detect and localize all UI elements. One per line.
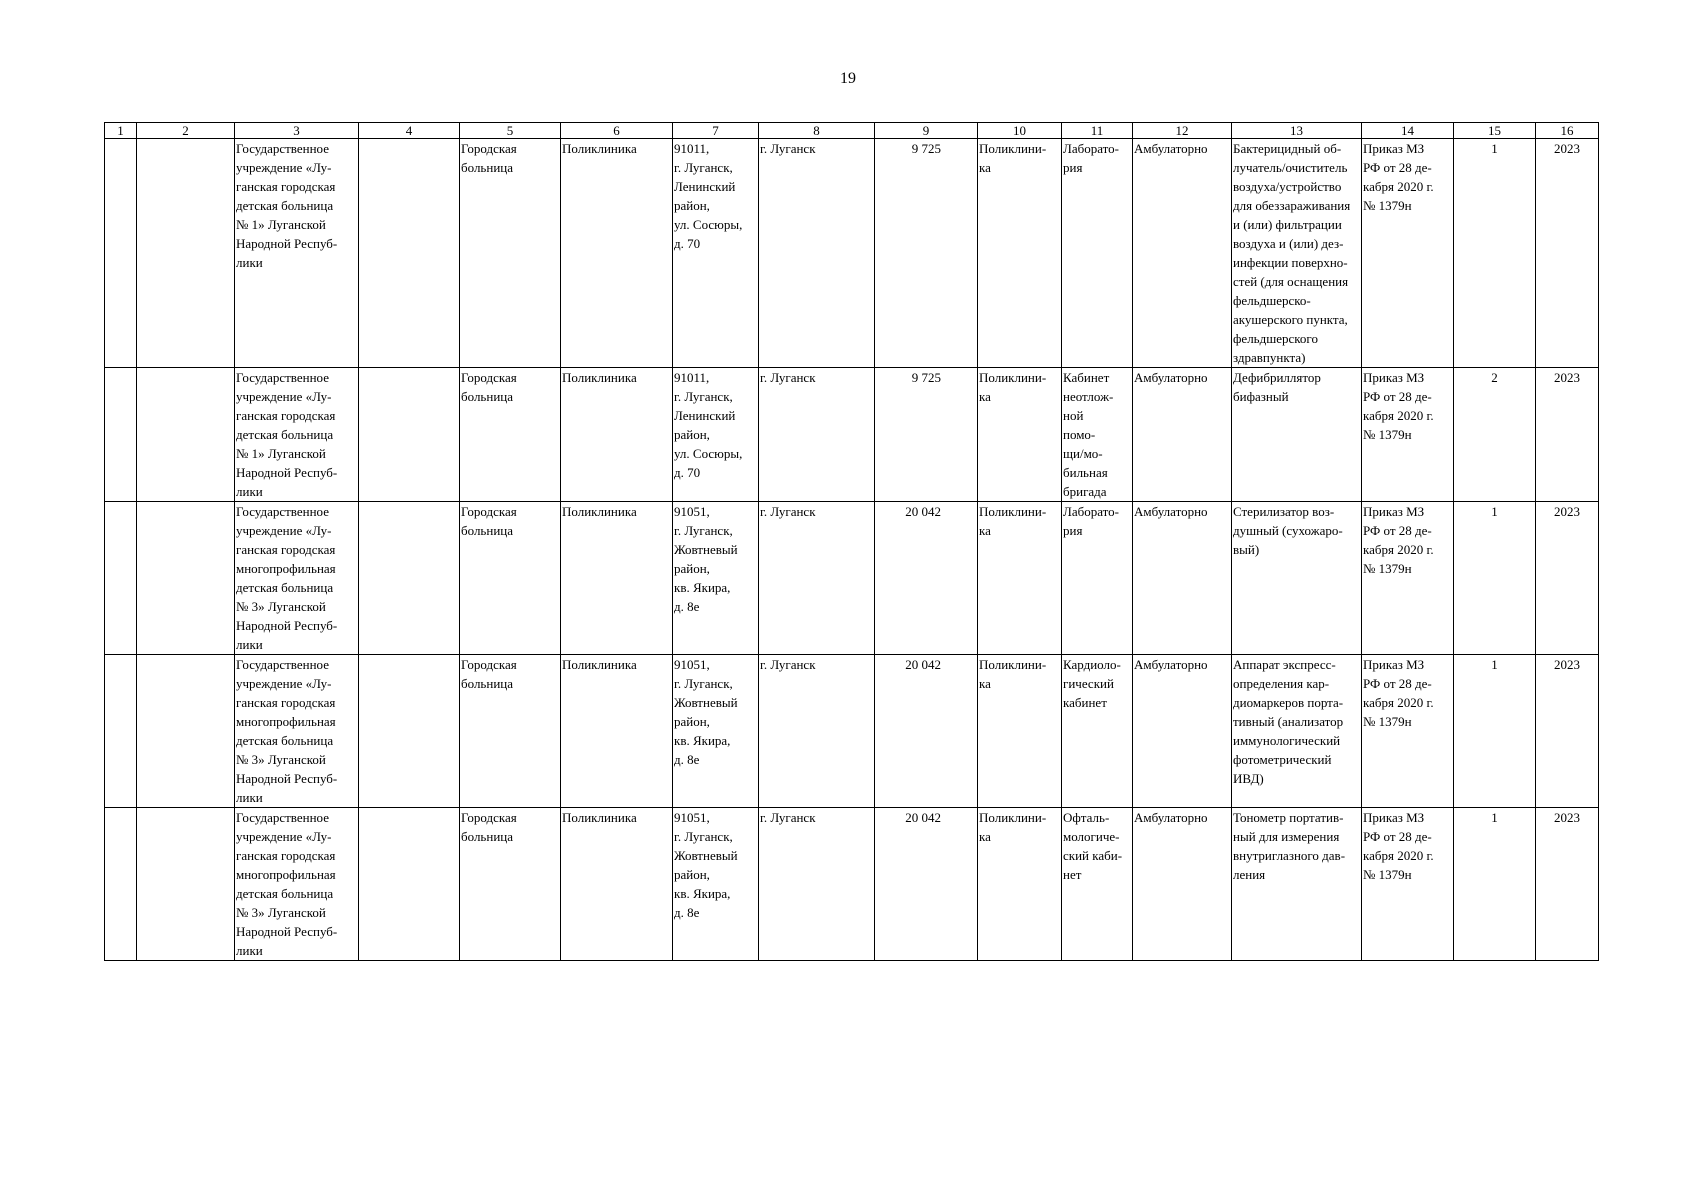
cell-count: 20 042 [875, 808, 978, 961]
cell-count: 20 042 [875, 502, 978, 655]
cell-count: 9 725 [875, 368, 978, 502]
cell-type: Городская больница [460, 368, 561, 502]
cell-address: 91011, г. Луганск, Ленинский район, ул. Сосюры, д. 70 [673, 368, 759, 502]
cell-col-2 [137, 808, 235, 961]
cell-equipment: Бактерицидный об- лучатель/очиститель воздуха/устройство для обеззараживания и (или) фильтрации воздуха и (или) дез- инфекции поверхно- стей (для оснащения фельдшерско- акушерского пункта, фельдшерского здравпункта) [1232, 139, 1362, 368]
cell-institution: Государственное учреждение «Лу- ганская городская многопрофильная детская больница № 3» Луганской Народной Респуб- лики [235, 808, 359, 961]
column-header: 4 [359, 123, 460, 139]
cell-col-2 [137, 502, 235, 655]
cell-city: г. Луганск [759, 655, 875, 808]
cell-quantity: 1 [1454, 655, 1536, 808]
column-header: 10 [978, 123, 1062, 139]
cell-col-4 [359, 655, 460, 808]
column-header: 13 [1232, 123, 1362, 139]
cell-care-mode: Амбулаторно [1133, 368, 1232, 502]
cell-department: Поликлини- ка [978, 808, 1062, 961]
header-row [105, 123, 1599, 139]
cell-room: Офталь- мологиче- ский каби- нет [1062, 808, 1133, 961]
table-row [105, 368, 1599, 502]
cell-unit: Поликлиника [561, 139, 673, 368]
column-header: 5 [460, 123, 561, 139]
cell-room: Кабинет неотлож- ной помо- щи/мо- бильная бригада [1062, 368, 1133, 502]
cell-quantity: 1 [1454, 139, 1536, 368]
cell-room: Лаборато- рия [1062, 502, 1133, 655]
cell-address: 91051, г. Луганск, Жовтневый район, кв. Якира, д. 8е [673, 502, 759, 655]
column-header: 16 [1536, 123, 1599, 139]
cell-care-mode: Амбулаторно [1133, 808, 1232, 961]
cell-type: Городская больница [460, 655, 561, 808]
cell-department: Поликлини- ка [978, 368, 1062, 502]
cell-order: Приказ МЗ РФ от 28 де- кабря 2020 г. № 1379н [1362, 368, 1454, 502]
cell-year: 2023 [1536, 808, 1599, 961]
cell-count: 9 725 [875, 139, 978, 368]
table-row [105, 139, 1599, 368]
cell-city: г. Луганск [759, 808, 875, 961]
cell-quantity: 1 [1454, 502, 1536, 655]
cell-type: Городская больница [460, 139, 561, 368]
cell-col-4 [359, 139, 460, 368]
column-header: 12 [1133, 123, 1232, 139]
cell-year: 2023 [1536, 139, 1599, 368]
cell-col-2 [137, 368, 235, 502]
column-header: 9 [875, 123, 978, 139]
cell-col-4 [359, 502, 460, 655]
cell-quantity: 1 [1454, 808, 1536, 961]
cell-type: Городская больница [460, 502, 561, 655]
cell-col-1 [105, 655, 137, 808]
cell-institution: Государственное учреждение «Лу- ганская городская многопрофильная детская больница № 3» Луганской Народной Респуб- лики [235, 502, 359, 655]
cell-department: Поликлини- ка [978, 655, 1062, 808]
column-header: 11 [1062, 123, 1133, 139]
cell-room: Лаборато- рия [1062, 139, 1133, 368]
cell-col-1 [105, 368, 137, 502]
cell-address: 91051, г. Луганск, Жовтневый район, кв. Якира, д. 8е [673, 808, 759, 961]
column-header: 3 [235, 123, 359, 139]
cell-unit: Поликлиника [561, 808, 673, 961]
cell-order: Приказ МЗ РФ от 28 де- кабря 2020 г. № 1379н [1362, 502, 1454, 655]
registry-table [104, 122, 1599, 961]
cell-care-mode: Амбулаторно [1133, 655, 1232, 808]
cell-col-4 [359, 808, 460, 961]
cell-care-mode: Амбулаторно [1133, 502, 1232, 655]
column-header: 6 [561, 123, 673, 139]
cell-col-1 [105, 139, 137, 368]
column-header: 15 [1454, 123, 1536, 139]
cell-unit: Поликлиника [561, 655, 673, 808]
table-row [105, 808, 1599, 961]
column-header: 8 [759, 123, 875, 139]
cell-equipment: Тонометр портатив- ный для измерения внутриглазного дав- ления [1232, 808, 1362, 961]
table-row [105, 502, 1599, 655]
cell-col-1 [105, 502, 137, 655]
cell-room: Кардиоло- гический кабинет [1062, 655, 1133, 808]
cell-order: Приказ МЗ РФ от 28 де- кабря 2020 г. № 1379н [1362, 139, 1454, 368]
cell-equipment: Аппарат экспресс- определения кар- диомаркеров порта- тивный (анализатор иммунологический фотометрический ИВД) [1232, 655, 1362, 808]
cell-institution: Государственное учреждение «Лу- ганская городская детская больница № 1» Луганской Народной Респуб- лики [235, 139, 359, 368]
cell-unit: Поликлиника [561, 502, 673, 655]
cell-equipment: Дефибриллятор бифазный [1232, 368, 1362, 502]
cell-unit: Поликлиника [561, 368, 673, 502]
column-header: 2 [137, 123, 235, 139]
page-number: 19 [840, 70, 856, 87]
cell-order: Приказ МЗ РФ от 28 де- кабря 2020 г. № 1379н [1362, 808, 1454, 961]
cell-address: 91051, г. Луганск, Жовтневый район, кв. Якира, д. 8е [673, 655, 759, 808]
cell-address: 91011, г. Луганск, Ленинский район, ул. Сосюры, д. 70 [673, 139, 759, 368]
cell-year: 2023 [1536, 655, 1599, 808]
cell-col-4 [359, 368, 460, 502]
cell-city: г. Луганск [759, 368, 875, 502]
cell-col-1 [105, 808, 137, 961]
cell-year: 2023 [1536, 368, 1599, 502]
cell-care-mode: Амбулаторно [1133, 139, 1232, 368]
cell-type: Городская больница [460, 808, 561, 961]
cell-institution: Государственное учреждение «Лу- ганская городская многопрофильная детская больница № 3» Луганской Народной Респуб- лики [235, 655, 359, 808]
cell-col-2 [137, 139, 235, 368]
column-header: 7 [673, 123, 759, 139]
cell-institution: Государственное учреждение «Лу- ганская городская детская больница № 1» Луганской Народной Респуб- лики [235, 368, 359, 502]
cell-quantity: 2 [1454, 368, 1536, 502]
cell-city: г. Луганск [759, 139, 875, 368]
cell-department: Поликлини- ка [978, 502, 1062, 655]
cell-city: г. Луганск [759, 502, 875, 655]
column-header: 14 [1362, 123, 1454, 139]
cell-year: 2023 [1536, 502, 1599, 655]
cell-col-2 [137, 655, 235, 808]
table-row [105, 655, 1599, 808]
column-header: 1 [105, 123, 137, 139]
cell-equipment: Стерилизатор воз- душный (сухожаро- вый) [1232, 502, 1362, 655]
cell-order: Приказ МЗ РФ от 28 де- кабря 2020 г. № 1379н [1362, 655, 1454, 808]
cell-department: Поликлини- ка [978, 139, 1062, 368]
cell-count: 20 042 [875, 655, 978, 808]
